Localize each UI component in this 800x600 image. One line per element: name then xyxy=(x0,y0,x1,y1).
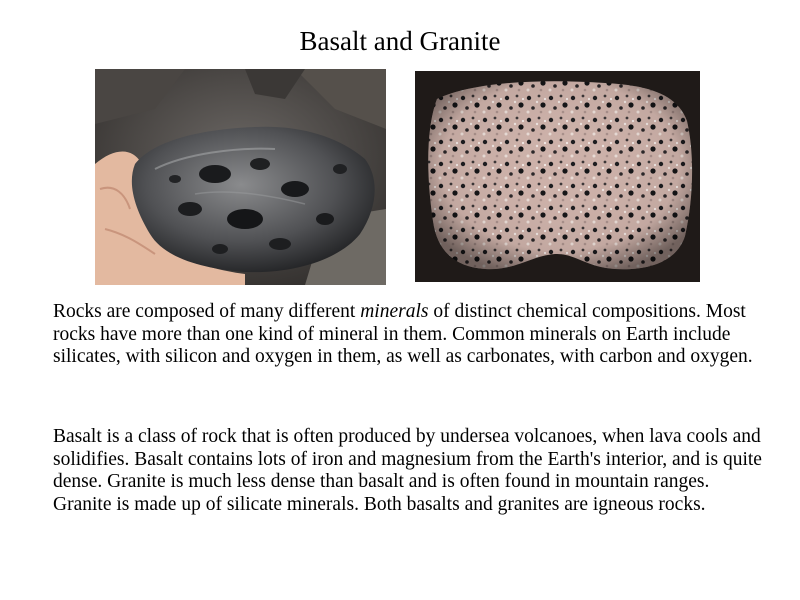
basalt-photo xyxy=(95,69,386,285)
paragraph-basalt-granite: Basalt is a class of rock that is often produced by undersea volcanoes, when lava cools and solidifies. Basalt contains lots of iron and magnesium from the Earth's interior, and is quite dense. Granite is much less dense than basalt and is often found in mountain ranges. Granite is made up of silicate minerals. Both basalts and granites are igneous rocks. xyxy=(53,426,762,515)
paragraph-minerals xyxy=(53,301,768,369)
basalt-rock-in-hand-photo-icon xyxy=(95,69,386,285)
paragraph-minerals-pre: Rocks are composed of many different xyxy=(53,301,361,322)
paragraph-minerals-post: of distinct chemical compositions. Most rocks have more than one kind of mineral in them. Common minerals on Earth include silicates, with silicon and oxygen in them, as well as carbonates, with carbon and oxygen. xyxy=(53,301,753,367)
slide-title: Basalt and Granite xyxy=(299,26,501,56)
minerals-emphasis: minerals xyxy=(360,301,429,322)
granite-rock-photo-icon xyxy=(415,71,700,282)
granite-photo xyxy=(415,71,700,282)
